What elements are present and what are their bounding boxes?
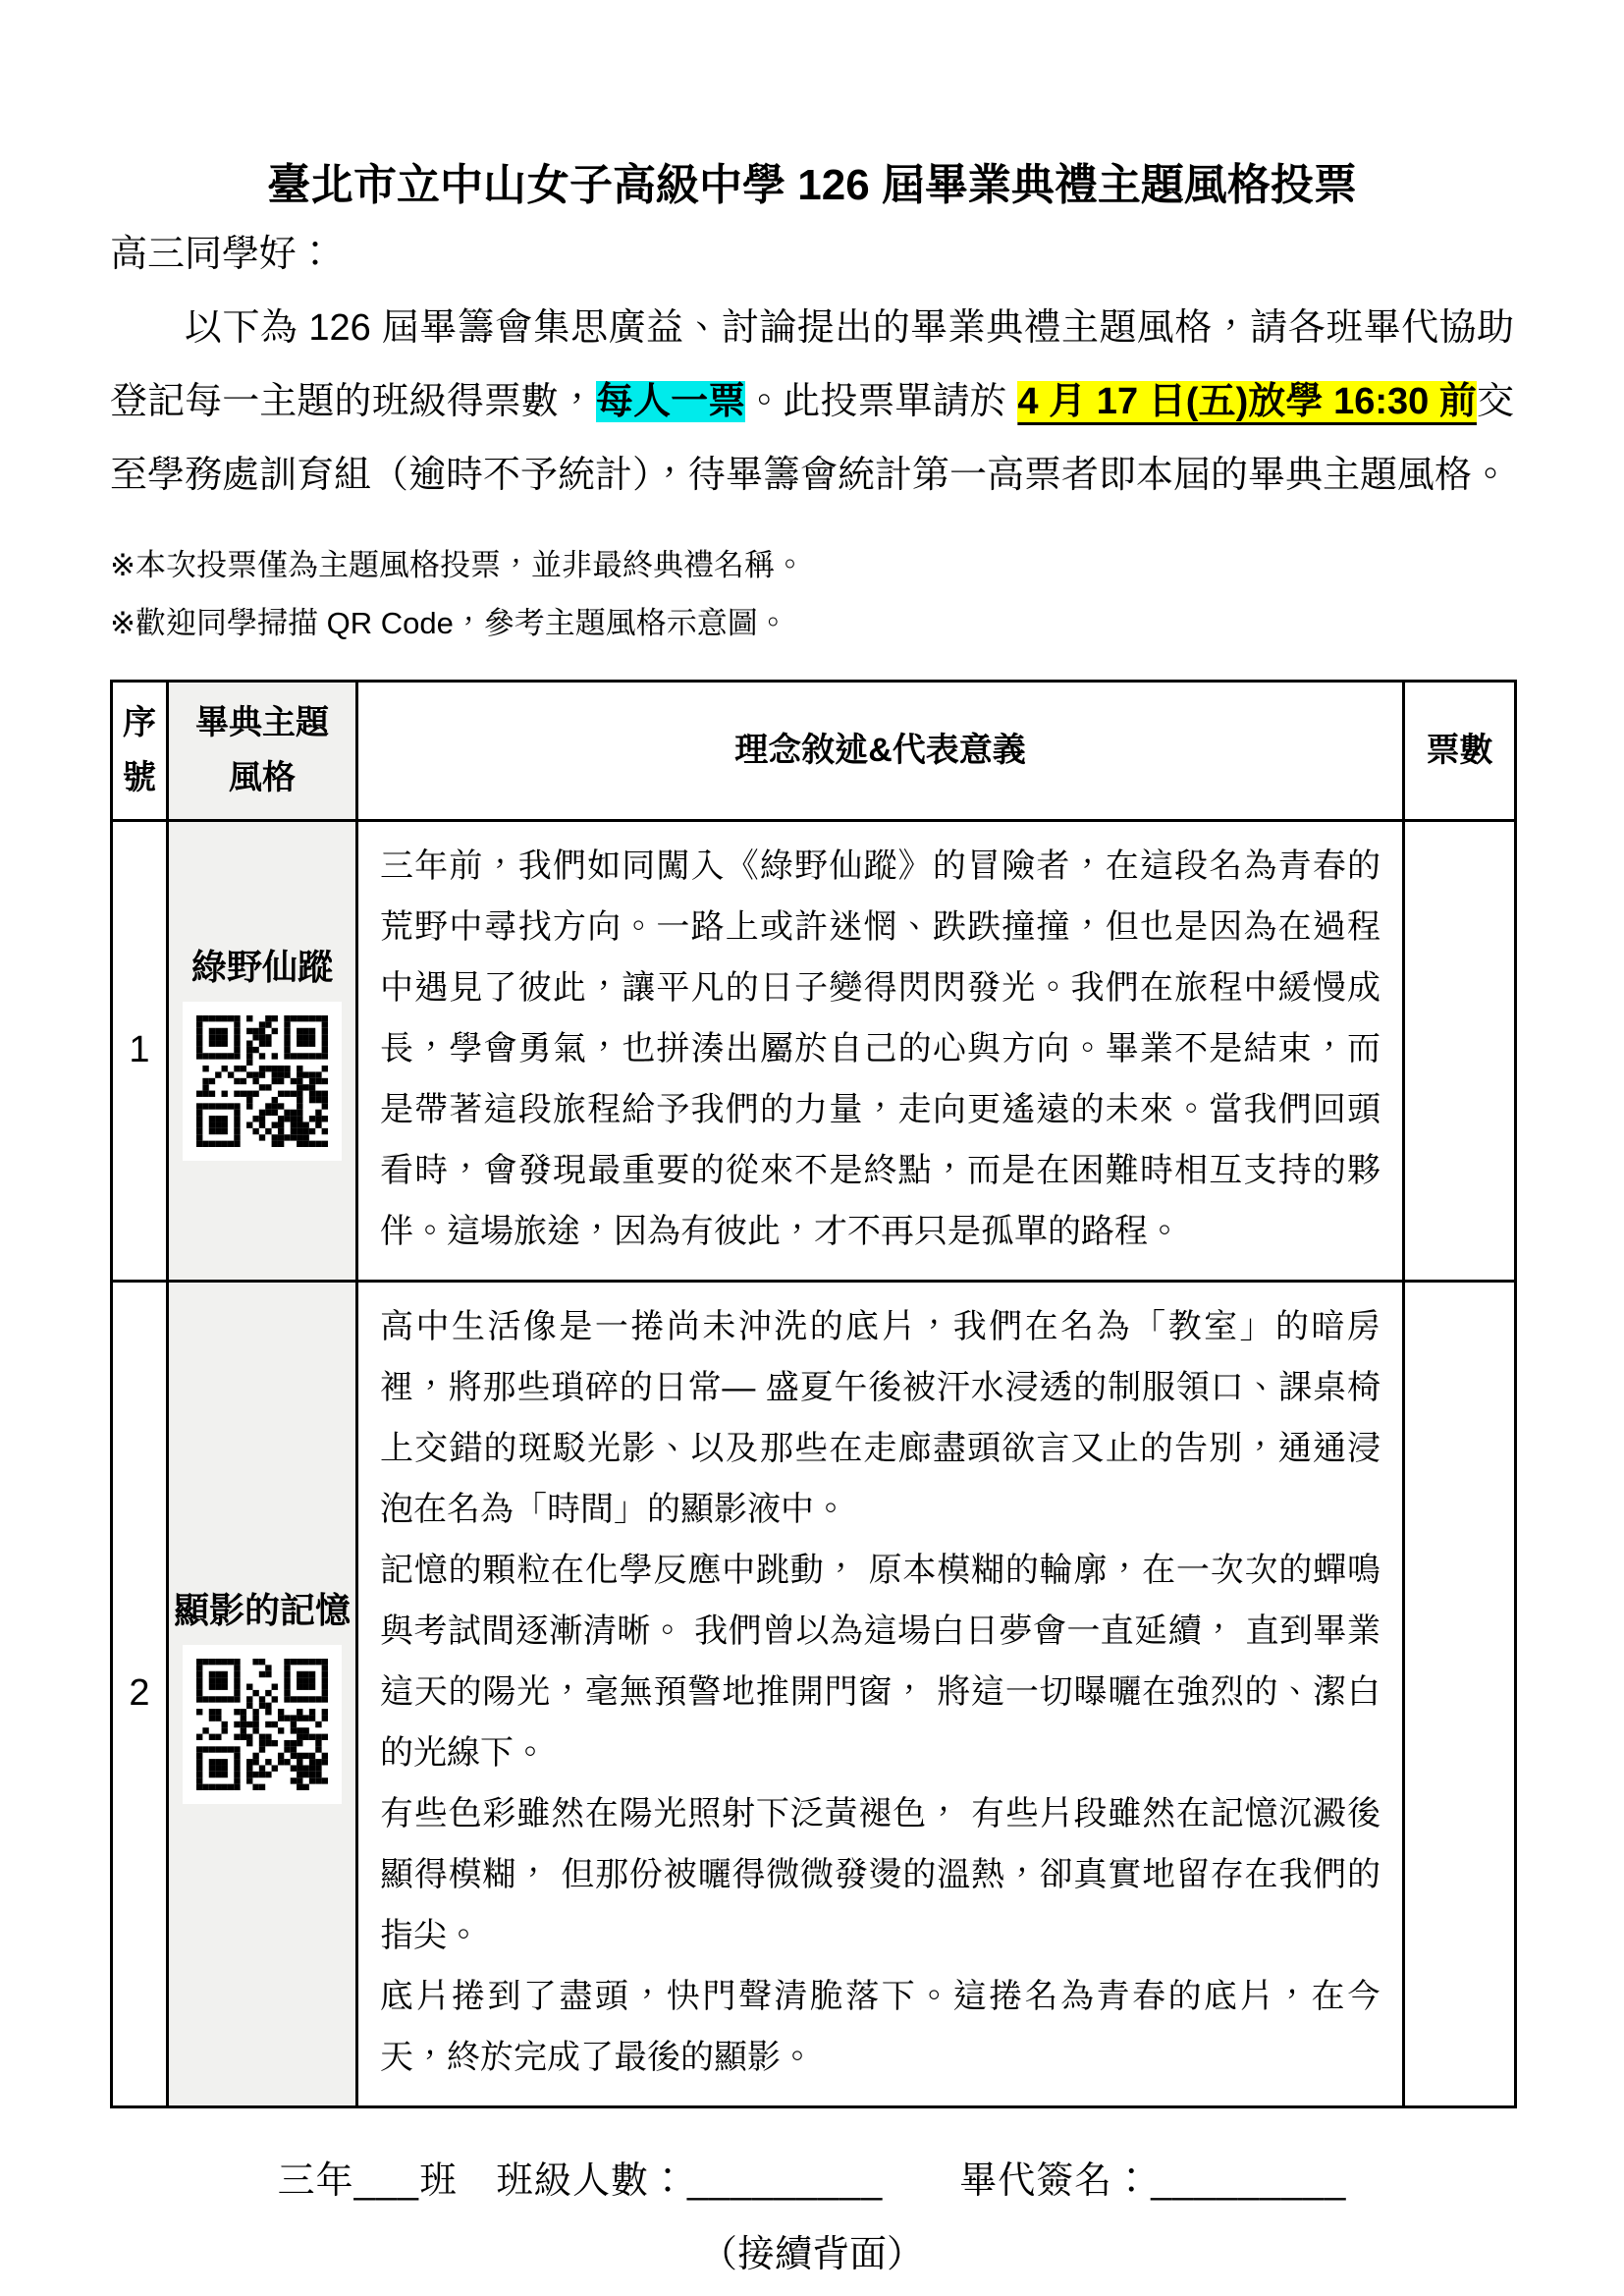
column-header-no-line2: 號 — [123, 759, 156, 797]
column-header-votes: 票數 — [1404, 681, 1516, 820]
page-title: 臺北市立中山女子高級中學 126 屆畢業典禮主題風格投票 — [267, 161, 1357, 209]
column-header-no-line1: 序 — [123, 704, 156, 742]
note-scan-qr: ※歡迎同學掃描 QR Code，參考主題風格示意圖。 — [110, 605, 788, 640]
row2-votes-cell — [1404, 1281, 1516, 2106]
row2-theme-cell — [168, 1281, 357, 2106]
row1-paragraph-1: 三年前，我們如同闖入《綠野仙蹤》的冒險者，在這段名為青春的荒野中尋找方向。一路上或許迷惘、跌跌撞撞，但也是因為在過程中遇見了彼此，讓平凡的日子變得閃閃發光。我們在旅程中緩慢成長，學會勇氣，也拼湊出屬於自己的心與方向。畢業不是結束，而是帶著這段旅程給予我們的力量，走向更遙遠的未來。當我們回頭看時，會發現最重要的從來不是終點，而是在困難時相互支持的夥伴。這場旅途，因為有彼此，才不再只是孤單的路程。 — [380, 847, 1380, 1250]
table-row — [112, 1281, 1516, 2106]
continue-on-back-note: （接續背面） — [699, 2233, 924, 2275]
intro-segment-2: 。此投票單請於 — [745, 380, 1018, 422]
notes-block — [110, 536, 1514, 652]
row1-theme-cell — [168, 820, 357, 1281]
row2-paragraph-1: 高中生活像是一捲尚未沖洗的底片，我們在名為「教室」的暗房裡，將那些瑣碎的日常— 盛夏午後被汗水浸透的制服領口、課桌椅上交錯的斑駁光影、以及那些在走廊盡頭欲言又止的告別，通通浸泡在名為「時間」的顯影液中。 — [380, 1307, 1380, 1528]
column-header-theme-line1: 畢典主題 — [195, 704, 329, 742]
signature-line: 三年___班 班級人數：_________ 畢代簽名：_________ — [277, 2159, 1347, 2202]
row2-paragraph-4: 底片捲到了盡頭，快門聲清脆落下。這捲名為青春的底片，在今天，終於完成了最後的顯影。 — [380, 1977, 1380, 2076]
table-header-row — [112, 681, 1516, 820]
row2-paragraph-2: 記憶的顆粒在化學反應中跳動， 原本模糊的輪廓，在一次次的蟬鳴與考試間逐漸清晰。 我們曾以為這場白日夢會一直延續， 直到畢業這天的陽光，毫無預警地推開門窗， 將這一切曝曬在強烈的、潔白的光線下。 — [380, 1551, 1380, 1772]
table-row — [112, 820, 1516, 1281]
row2-number: 2 — [112, 1281, 168, 2106]
intro-segment-3: 交至學務處訓育組（逾時不予統計），待畢籌會統計第一高票者即本屆的畢典主題風格。 — [110, 380, 1514, 496]
row1-votes-cell — [1404, 820, 1516, 1281]
qr-code-icon — [196, 1659, 328, 1790]
row1-theme-name: 綠野仙蹤 — [190, 947, 333, 988]
row1-number: 1 — [112, 820, 168, 1281]
column-header-no — [112, 681, 168, 820]
row2-description — [357, 1281, 1404, 2106]
highlight-one-vote: 每人一票 — [595, 380, 746, 422]
highlight-deadline: 4 月 17 日(五)放學 16:30 前 — [1017, 380, 1477, 422]
row1-description — [357, 820, 1404, 1281]
intro-segment-1: 以下為 126 屆畢籌會集思廣益、討論提出的畢業典禮主題風格，請各班畢代協助登記每一主題的班級得票數， — [110, 306, 1514, 422]
qr-code-icon — [196, 1015, 328, 1147]
column-header-theme — [168, 681, 357, 820]
column-header-theme-line2: 風格 — [229, 759, 296, 797]
intro-paragraph — [110, 292, 1514, 513]
greeting-text: 高三同學好： — [110, 234, 335, 276]
note-style-vote-only: ※本次投票僅為主題風格投票，並非最終典禮名稱。 — [110, 547, 805, 582]
qr-code-green-wizard — [183, 1002, 342, 1161]
qr-code-developed-memory — [183, 1645, 342, 1804]
row2-paragraph-3: 有些色彩雖然在陽光照射下泛黃褪色， 有些片段雖然在記憶沉澱後顯得模糊， 但那份被曬得微微發燙的溫熱，卻真實地留存在我們的指尖。 — [380, 1794, 1380, 1954]
row2-theme-name: 顯影的記憶 — [173, 1590, 351, 1631]
column-header-description: 理念敘述&代表意義 — [357, 681, 1404, 820]
voting-table — [110, 680, 1517, 2108]
